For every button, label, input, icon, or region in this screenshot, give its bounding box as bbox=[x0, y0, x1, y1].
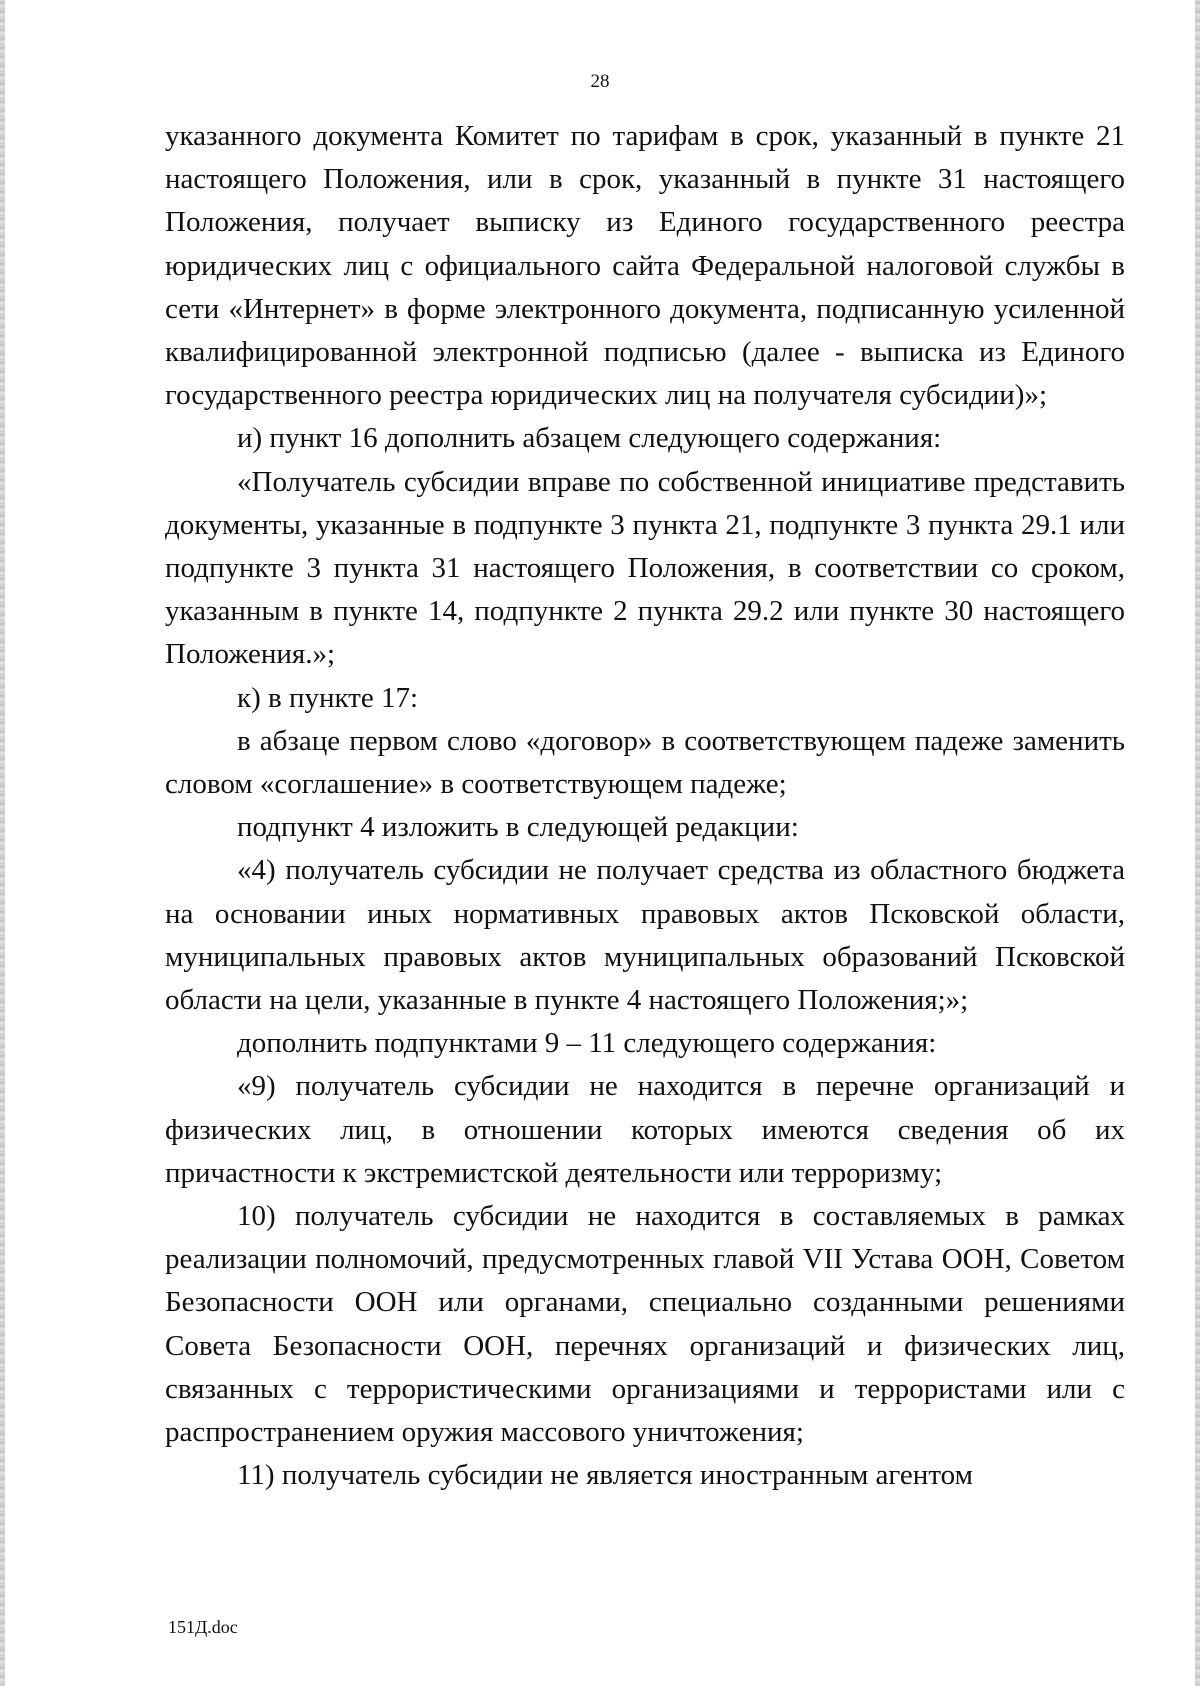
footer-filename: 151Д.doc bbox=[168, 1617, 238, 1637]
paragraph-1: указанного документа Комитет по тарифам в срок, указанный в пункте 21 настоящего Положения, или в срок, указанный в пункте 31 настоящего Положения, получает выписку из Единого государственного реестра юридических лиц с официального сайта Федеральной налоговой службы в сети «Интернет» в форме электронного документа, подписанную усиленной квалифицированной электронной подписью (далее - выписка из Единого государственного реестра юридических лиц на получателя субсидии)»; bbox=[165, 120, 1125, 412]
paragraph-7: «4) получатель субсидии не получает средства из областного бюджета на основании иных нормативных правовых актов Псковской области, муниципальных правовых актов муниципальных образований Псковской области на цели, указанные в пункте 4 настоящего Положения;»; bbox=[165, 854, 1125, 1017]
paragraph-4: к) в пункте 17: bbox=[237, 681, 419, 714]
paragraph-8: дополнить подпунктами 9 – 11 следующего содержания: bbox=[237, 1027, 937, 1060]
paragraph-5: в абзаце первом слово «договор» в соответствующем падеже заменить словом «соглашение» в соответствующем падеже; bbox=[165, 724, 1125, 801]
paragraph-6: подпункт 4 изложить в следующей редакции: bbox=[237, 811, 799, 844]
paragraph-10: 10) получатель субсидии не находится в составляемых в рамках реализации полномочий, предусмотренных главой VII Устава ООН, Советом Безопасности ООН или органами, специально созданными решениями Совета Безопасности ООН, перечнях организаций и физических лиц, связанных с террористическими организациями и террористами или с распространением оружия массового уничтожения; bbox=[165, 1200, 1125, 1449]
paragraph-2: и) пункт 16 дополнить абзацем следующего содержания: bbox=[237, 422, 942, 455]
document-body bbox=[165, 115, 1125, 1498]
scan-edge-right bbox=[1195, 0, 1200, 1686]
paragraph-3: «Получатель субсидии вправе по собственной инициативе представить документы, указанные в подпункте 3 пункта 21, подпункте 3 пункта 29.1 или подпункте 3 пункта 31 настоящего Положения, в соответствии со сроком, указанным в пункте 14, подпункте 2 пункта 29.2 или пункте 30 настоящего Положения.»; bbox=[165, 465, 1125, 671]
paragraph-9: «9) получатель субсидии не находится в перечне организаций и физических лиц, в отношении которых имеются сведения об их причастности к экстремистской деятельности или терроризму; bbox=[165, 1070, 1125, 1189]
paragraph-11: 11) получатель субсидии не является иностранным агентом bbox=[237, 1459, 973, 1492]
page-number: 28 bbox=[590, 71, 610, 92]
scan-edge-left bbox=[0, 0, 5, 1686]
